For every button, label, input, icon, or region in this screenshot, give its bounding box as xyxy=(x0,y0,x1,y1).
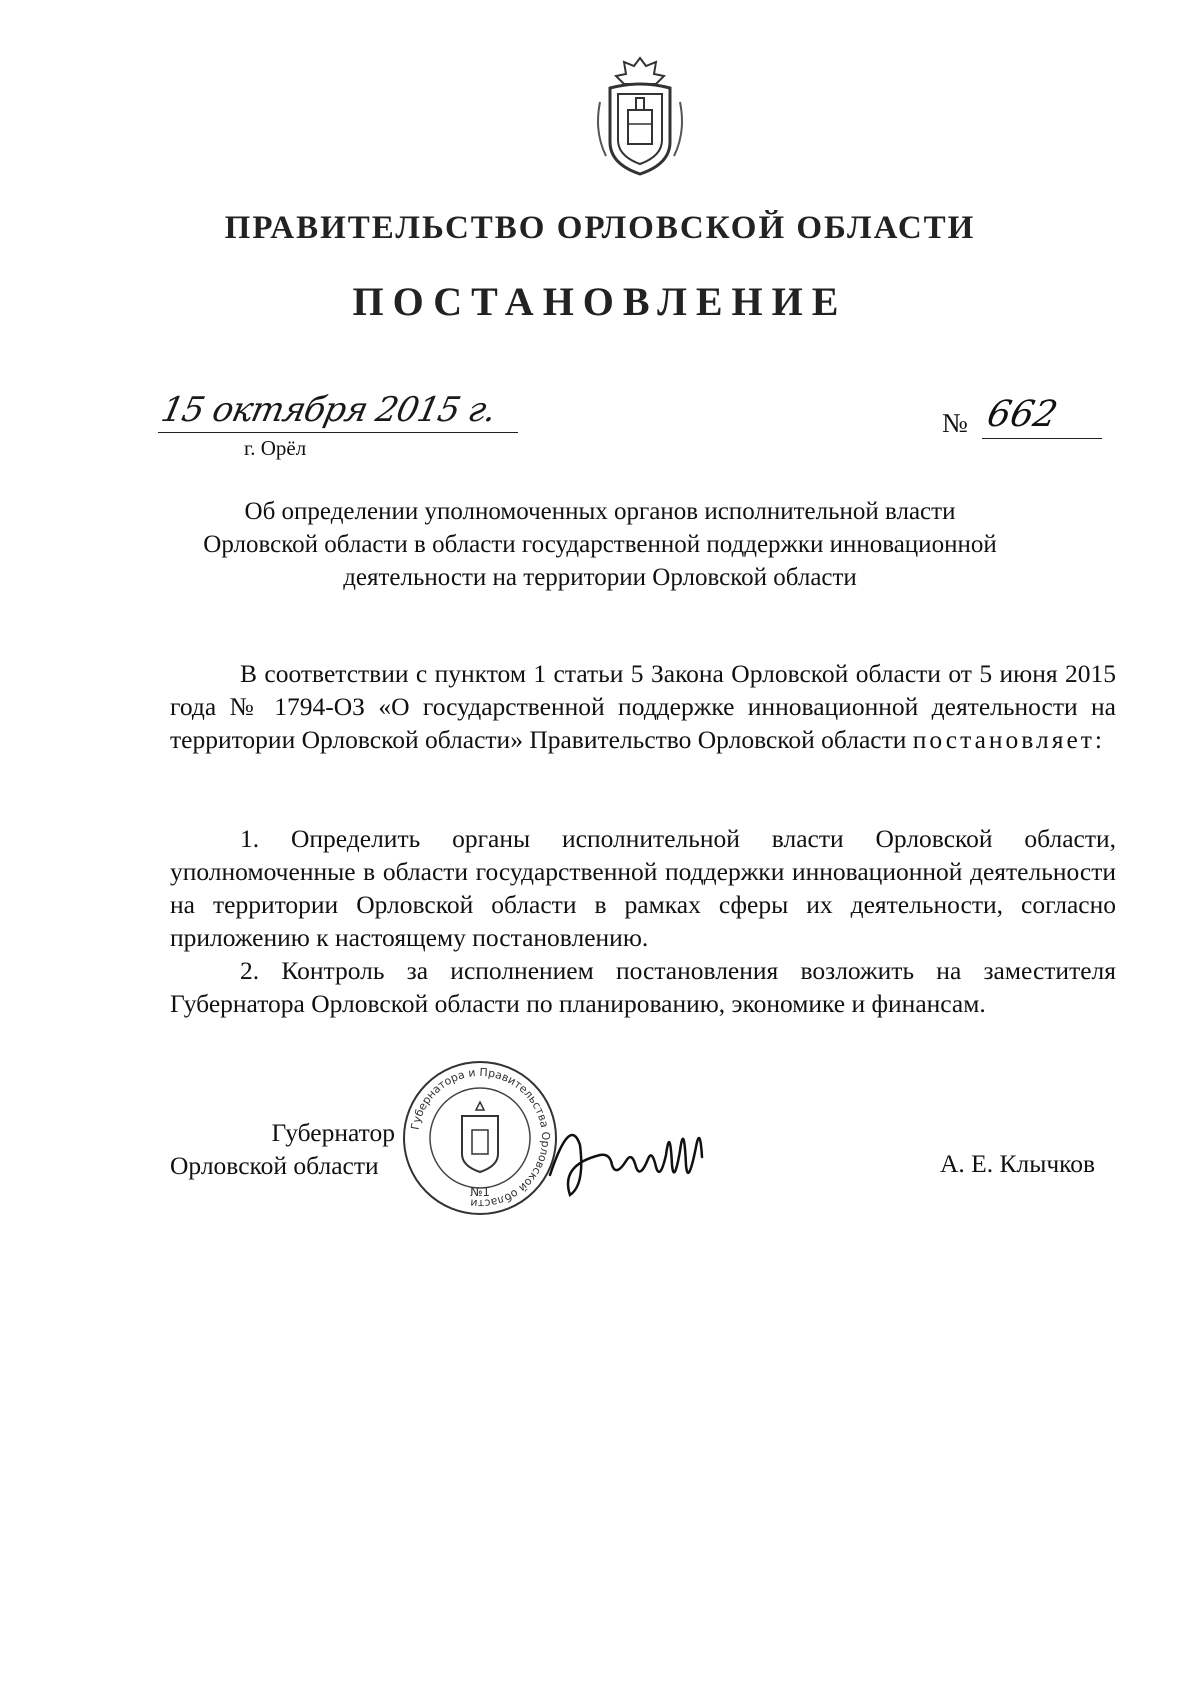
document-subject: Об определении уполномоченных органов исполнительной власти Орловской области в области государственной поддержки инновационной деятельности на территории Орловской области xyxy=(203,498,997,591)
preamble-paragraph xyxy=(170,657,1116,756)
seal-ring-text: Губернатора и Правительства Орловской области xyxy=(408,1065,553,1211)
government-title: ПРАВИТЕЛЬСТВО ОРЛОВСКОЙ ОБЛАСТИ xyxy=(224,210,976,246)
orel-coat-of-arms-emblem xyxy=(590,52,690,180)
handwritten-document-number: 662 xyxy=(983,394,1062,435)
number-sign: № xyxy=(942,408,968,438)
signatory-name: А. Е. Клычков xyxy=(940,1149,1096,1178)
preamble-text: В соответствии с пунктом 1 статьи 5 Закона Орловской области от 5 июня 2015 года № 1794-ОЗ «О государственной поддержке инновационной деятельности на территории Орловской области» Правительство Орловской области xyxy=(170,659,1116,754)
item-1-paragraph xyxy=(170,822,1116,954)
item-1-text: 1. Определить органы исполнительной власти Орловской области, уполномоченные в области государственной поддержки инновационной деятельности на территории Орловской области в рамках сферы их деятельности, согласно приложению к настоящему постановлению. xyxy=(170,824,1116,952)
handwritten-date: 15 октября 2015 г. xyxy=(157,390,500,430)
resolves-word: постановляет: xyxy=(912,725,1105,754)
governor-signature xyxy=(540,1095,710,1205)
number-underline xyxy=(982,438,1102,439)
city-label: г. Орёл xyxy=(244,436,307,460)
seal-number: №1 xyxy=(469,1185,491,1199)
signatory-position xyxy=(170,1116,395,1182)
date-underline xyxy=(158,432,518,433)
official-seal-stamp xyxy=(400,1058,560,1218)
item-2-paragraph xyxy=(170,954,1116,1020)
item-2-text: 2. Контроль за исполнением постановления возложить на заместителя Губернатора Орловской области по планированию, экономике и финансам. xyxy=(170,956,1116,1018)
position-line-2: Орловской области xyxy=(170,1151,379,1180)
position-line-1: Губернатор xyxy=(271,1118,395,1147)
document-type-title: ПОСТАНОВЛЕНИЕ xyxy=(352,279,848,324)
